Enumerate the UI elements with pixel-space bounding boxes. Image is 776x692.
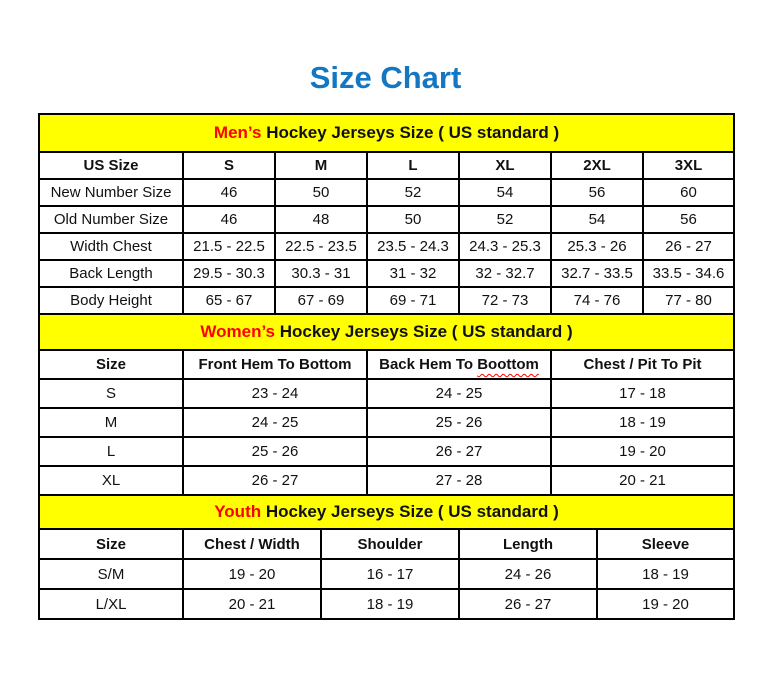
value-cell: 25.3 - 26: [551, 233, 643, 260]
value-cell: 24 - 25: [367, 379, 551, 408]
value-cell: 48: [275, 206, 367, 233]
banner-row: [39, 495, 734, 529]
value-cell: 18 - 19: [321, 589, 459, 619]
header-cell: Size: [39, 529, 183, 559]
misspelled-word: Boottom: [477, 356, 539, 373]
mens-banner: [39, 114, 734, 152]
womens-banner: [39, 314, 734, 350]
value-cell: 18 - 19: [597, 559, 734, 589]
row-label-cell: S: [39, 379, 183, 408]
row-label-cell: Body Height: [39, 287, 183, 314]
value-cell: 26 - 27: [643, 233, 734, 260]
row-label-cell: L/XL: [39, 589, 183, 619]
page-title: Size Chart: [309, 60, 462, 95]
row-label-cell: L: [39, 437, 183, 466]
row-label-cell: S/M: [39, 559, 183, 589]
table-row: [39, 559, 734, 589]
value-cell: 19 - 20: [551, 437, 734, 466]
value-cell: 22.5 - 23.5: [275, 233, 367, 260]
row-label-cell: New Number Size: [39, 179, 183, 206]
youth-banner: [39, 495, 734, 529]
row-label-cell: XL: [39, 466, 183, 495]
row-label-cell: Old Number Size: [39, 206, 183, 233]
value-cell: 23.5 - 24.3: [367, 233, 459, 260]
value-cell: 26 - 27: [367, 437, 551, 466]
value-cell: 18 - 19: [551, 408, 734, 437]
value-cell: 46: [183, 206, 275, 233]
value-cell: 25 - 26: [367, 408, 551, 437]
value-cell: 19 - 20: [597, 589, 734, 619]
value-cell: 26 - 27: [183, 466, 367, 495]
size-chart: [38, 113, 733, 620]
value-cell: 56: [551, 179, 643, 206]
value-cell: 23 - 24: [183, 379, 367, 408]
banner-highlight: Youth: [214, 502, 262, 521]
table-row: [39, 589, 734, 619]
value-cell: 30.3 - 31: [275, 260, 367, 287]
value-cell: 67 - 69: [275, 287, 367, 314]
table-row: [39, 179, 734, 206]
row-label-cell: M: [39, 408, 183, 437]
mens-table: [38, 113, 735, 315]
value-cell: 52: [367, 179, 459, 206]
value-cell: 50: [367, 206, 459, 233]
table-row: [39, 287, 734, 314]
table-row: [39, 260, 734, 287]
value-cell: 24.3 - 25.3: [459, 233, 551, 260]
header-cell: 3XL: [643, 152, 734, 179]
header-row: [39, 152, 734, 179]
value-cell: 19 - 20: [183, 559, 321, 589]
value-cell: 72 - 73: [459, 287, 551, 314]
value-cell: 77 - 80: [643, 287, 734, 314]
value-cell: 20 - 21: [183, 589, 321, 619]
value-cell: 46: [183, 179, 275, 206]
youth-table: [38, 494, 735, 620]
value-cell: 24 - 26: [459, 559, 597, 589]
banner-highlight: Men’s: [213, 123, 262, 142]
header-cell: M: [275, 152, 367, 179]
header-cell: US Size: [39, 152, 183, 179]
table-row: [39, 379, 734, 408]
value-cell: 56: [643, 206, 734, 233]
value-cell: 74 - 76: [551, 287, 643, 314]
banner-row: [39, 314, 734, 350]
value-cell: 32 - 32.7: [459, 260, 551, 287]
value-cell: 65 - 67: [183, 287, 275, 314]
header-cell: Back Hem To Boottom: [367, 350, 551, 379]
banner-row: [39, 114, 734, 152]
banner-highlight: Women’s: [200, 322, 275, 341]
value-cell: 26 - 27: [459, 589, 597, 619]
header-row: [39, 529, 734, 559]
table-row: [39, 233, 734, 260]
header-cell: Chest / Pit To Pit: [551, 350, 734, 379]
value-cell: 33.5 - 34.6: [643, 260, 734, 287]
value-cell: 50: [275, 179, 367, 206]
value-cell: 29.5 - 30.3: [183, 260, 275, 287]
value-cell: 16 - 17: [321, 559, 459, 589]
value-cell: 54: [551, 206, 643, 233]
table-row: [39, 466, 734, 495]
header-cell: Shoulder: [321, 529, 459, 559]
value-cell: 17 - 18: [551, 379, 734, 408]
value-cell: 31 - 32: [367, 260, 459, 287]
value-cell: 60: [643, 179, 734, 206]
banner-text: Hockey Jerseys Size ( US standard ): [266, 123, 560, 142]
table-row: [39, 408, 734, 437]
table-row: [39, 437, 734, 466]
womens-table: [38, 313, 735, 496]
value-cell: 69 - 71: [367, 287, 459, 314]
header-cell: 2XL: [551, 152, 643, 179]
header-cell: Sleeve: [597, 529, 734, 559]
value-cell: 25 - 26: [183, 437, 367, 466]
table-row: [39, 206, 734, 233]
row-label-cell: Width Chest: [39, 233, 183, 260]
header-cell: XL: [459, 152, 551, 179]
value-cell: 32.7 - 33.5: [551, 260, 643, 287]
value-cell: 54: [459, 179, 551, 206]
banner-text: Hockey Jerseys Size ( US standard ): [279, 322, 573, 341]
value-cell: 24 - 25: [183, 408, 367, 437]
header-cell: Front Hem To Bottom: [183, 350, 367, 379]
value-cell: 52: [459, 206, 551, 233]
header-cell: Size: [39, 350, 183, 379]
header-cell: S: [183, 152, 275, 179]
value-cell: 21.5 - 22.5: [183, 233, 275, 260]
row-label-cell: Back Length: [39, 260, 183, 287]
value-cell: 27 - 28: [367, 466, 551, 495]
banner-text: Hockey Jerseys Size ( US standard ): [265, 502, 559, 521]
header-row: [39, 350, 734, 379]
value-cell: 20 - 21: [551, 466, 734, 495]
header-cell: Length: [459, 529, 597, 559]
header-cell: Chest / Width: [183, 529, 321, 559]
header-cell: L: [367, 152, 459, 179]
